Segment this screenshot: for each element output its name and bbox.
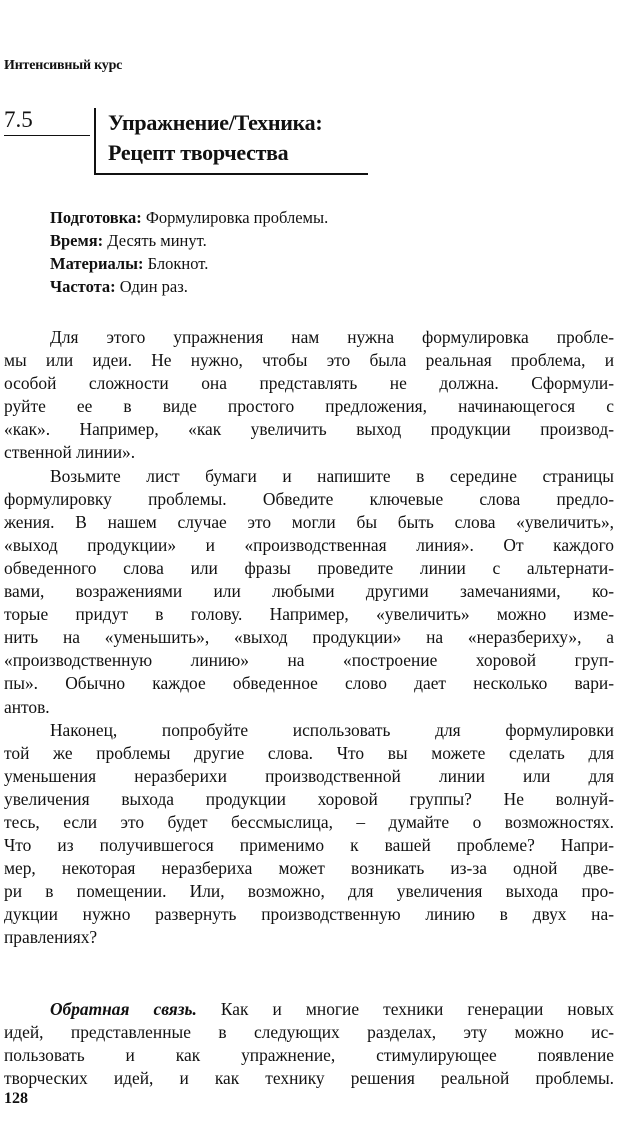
text-line: обведенного слова или фразы проведите линии с альтернати- (4, 557, 614, 578)
text-line: антов. (4, 696, 50, 717)
text-line (4, 998, 614, 1021)
text-line: «выход продукции» и «производственная линия». От каждого (4, 534, 614, 555)
text-line: нить на «уменьшить», «выход продукции» на «неразбериху», а (4, 627, 614, 648)
text-line: дукции нужно развернуть производственную линию в двух на- (4, 904, 614, 925)
text-line: правлениях? (4, 927, 98, 948)
text-line: ственной линии». (4, 442, 136, 463)
heading-divider-horizontal (94, 173, 368, 175)
text-line: «производственную линию» на «построение хоровой груп- (4, 650, 614, 671)
text-line: «как». Например, «как увеличить выход продукции производ- (4, 419, 614, 440)
meta-frequency (50, 275, 328, 298)
heading-divider-vertical (94, 108, 96, 175)
feedback-text: Как и многие техники генерации новых (196, 999, 614, 1019)
text-line: вами, возражениями или любыми другими замечаниями, ко- (4, 581, 614, 602)
meta-label: Время: (50, 231, 104, 250)
text-line: ри в помещении. Или, возможно, для увеличения выхода про- (4, 881, 614, 902)
section-title-line-1: Упражнение/Техника: (108, 110, 323, 135)
text-line: Наконец, попробуйте использовать для формулировки (50, 719, 614, 740)
meta-preparation (50, 206, 328, 229)
exercise-meta (50, 206, 328, 298)
paragraph-intro (4, 326, 614, 950)
meta-time (50, 229, 328, 252)
text-line: торые придут в голову. Например, «увеличить» можно изме- (4, 604, 614, 625)
text-line: мер, некоторая неразбериха может возникать из-за одной две- (4, 858, 614, 879)
text-line: той же проблемы другие слова. Что вы можете сделать для (4, 742, 614, 763)
text-line: идей, представленные в следующих разделах, эту можно ис- (4, 1022, 614, 1043)
text-line: формулировку проблемы. Обведите ключевые слова предло- (4, 488, 614, 509)
running-head: Интенсивный курс (4, 58, 123, 73)
text-line: особой сложности она представлять не должна. Сформули- (4, 373, 614, 394)
text-line: жения. В нашем случае это могли бы быть слова «увеличить», (4, 511, 614, 532)
text-line: Для этого упражнения нам нужна формулировка пробле- (50, 327, 614, 347)
meta-materials (50, 252, 328, 275)
page-number: 128 (4, 1090, 28, 1107)
text-line: Что из получившегося применимо к вашей проблеме? Напри- (4, 835, 614, 856)
text-line: уменьшения неразберихи производственной линии или для (4, 765, 614, 786)
meta-value: Блокнот. (143, 254, 209, 273)
section-number: 7.5 (4, 108, 90, 136)
paragraph-feedback (4, 998, 614, 1090)
section-heading (108, 108, 322, 168)
feedback-label: Обратная связь. (50, 999, 197, 1019)
meta-value: Один раз. (115, 277, 188, 296)
text-line: тесь, если это будет бессмыслица, – думайте о возможностях. (4, 811, 614, 832)
text-line: творческих идей, и как технику решения реальной проблемы. (4, 1068, 614, 1089)
meta-label: Подготовка: (50, 208, 142, 227)
text-line: пользовать и как упражнение, стимулирующее появление (4, 1045, 614, 1066)
text-line: мы или идеи. Не нужно, чтобы это была реальная проблема, и (4, 350, 614, 371)
text-line: пы». Обычно каждое обведенное слово дает несколько вари- (4, 673, 614, 694)
text-line: руйте ее в виде простого предложения, начинающегося с (4, 396, 614, 417)
text-line: увеличения выхода продукции хоровой группы? Не волнуй- (4, 788, 614, 809)
section-title-line-2: Рецепт творчества (108, 140, 289, 165)
text-line: Возьмите лист бумаги и напишите в середине страницы (50, 465, 614, 486)
meta-label: Материалы: (50, 254, 144, 273)
meta-value: Десять минут. (103, 231, 207, 250)
meta-label: Частота: (50, 277, 116, 296)
meta-value: Формулировка проблемы. (141, 208, 329, 227)
